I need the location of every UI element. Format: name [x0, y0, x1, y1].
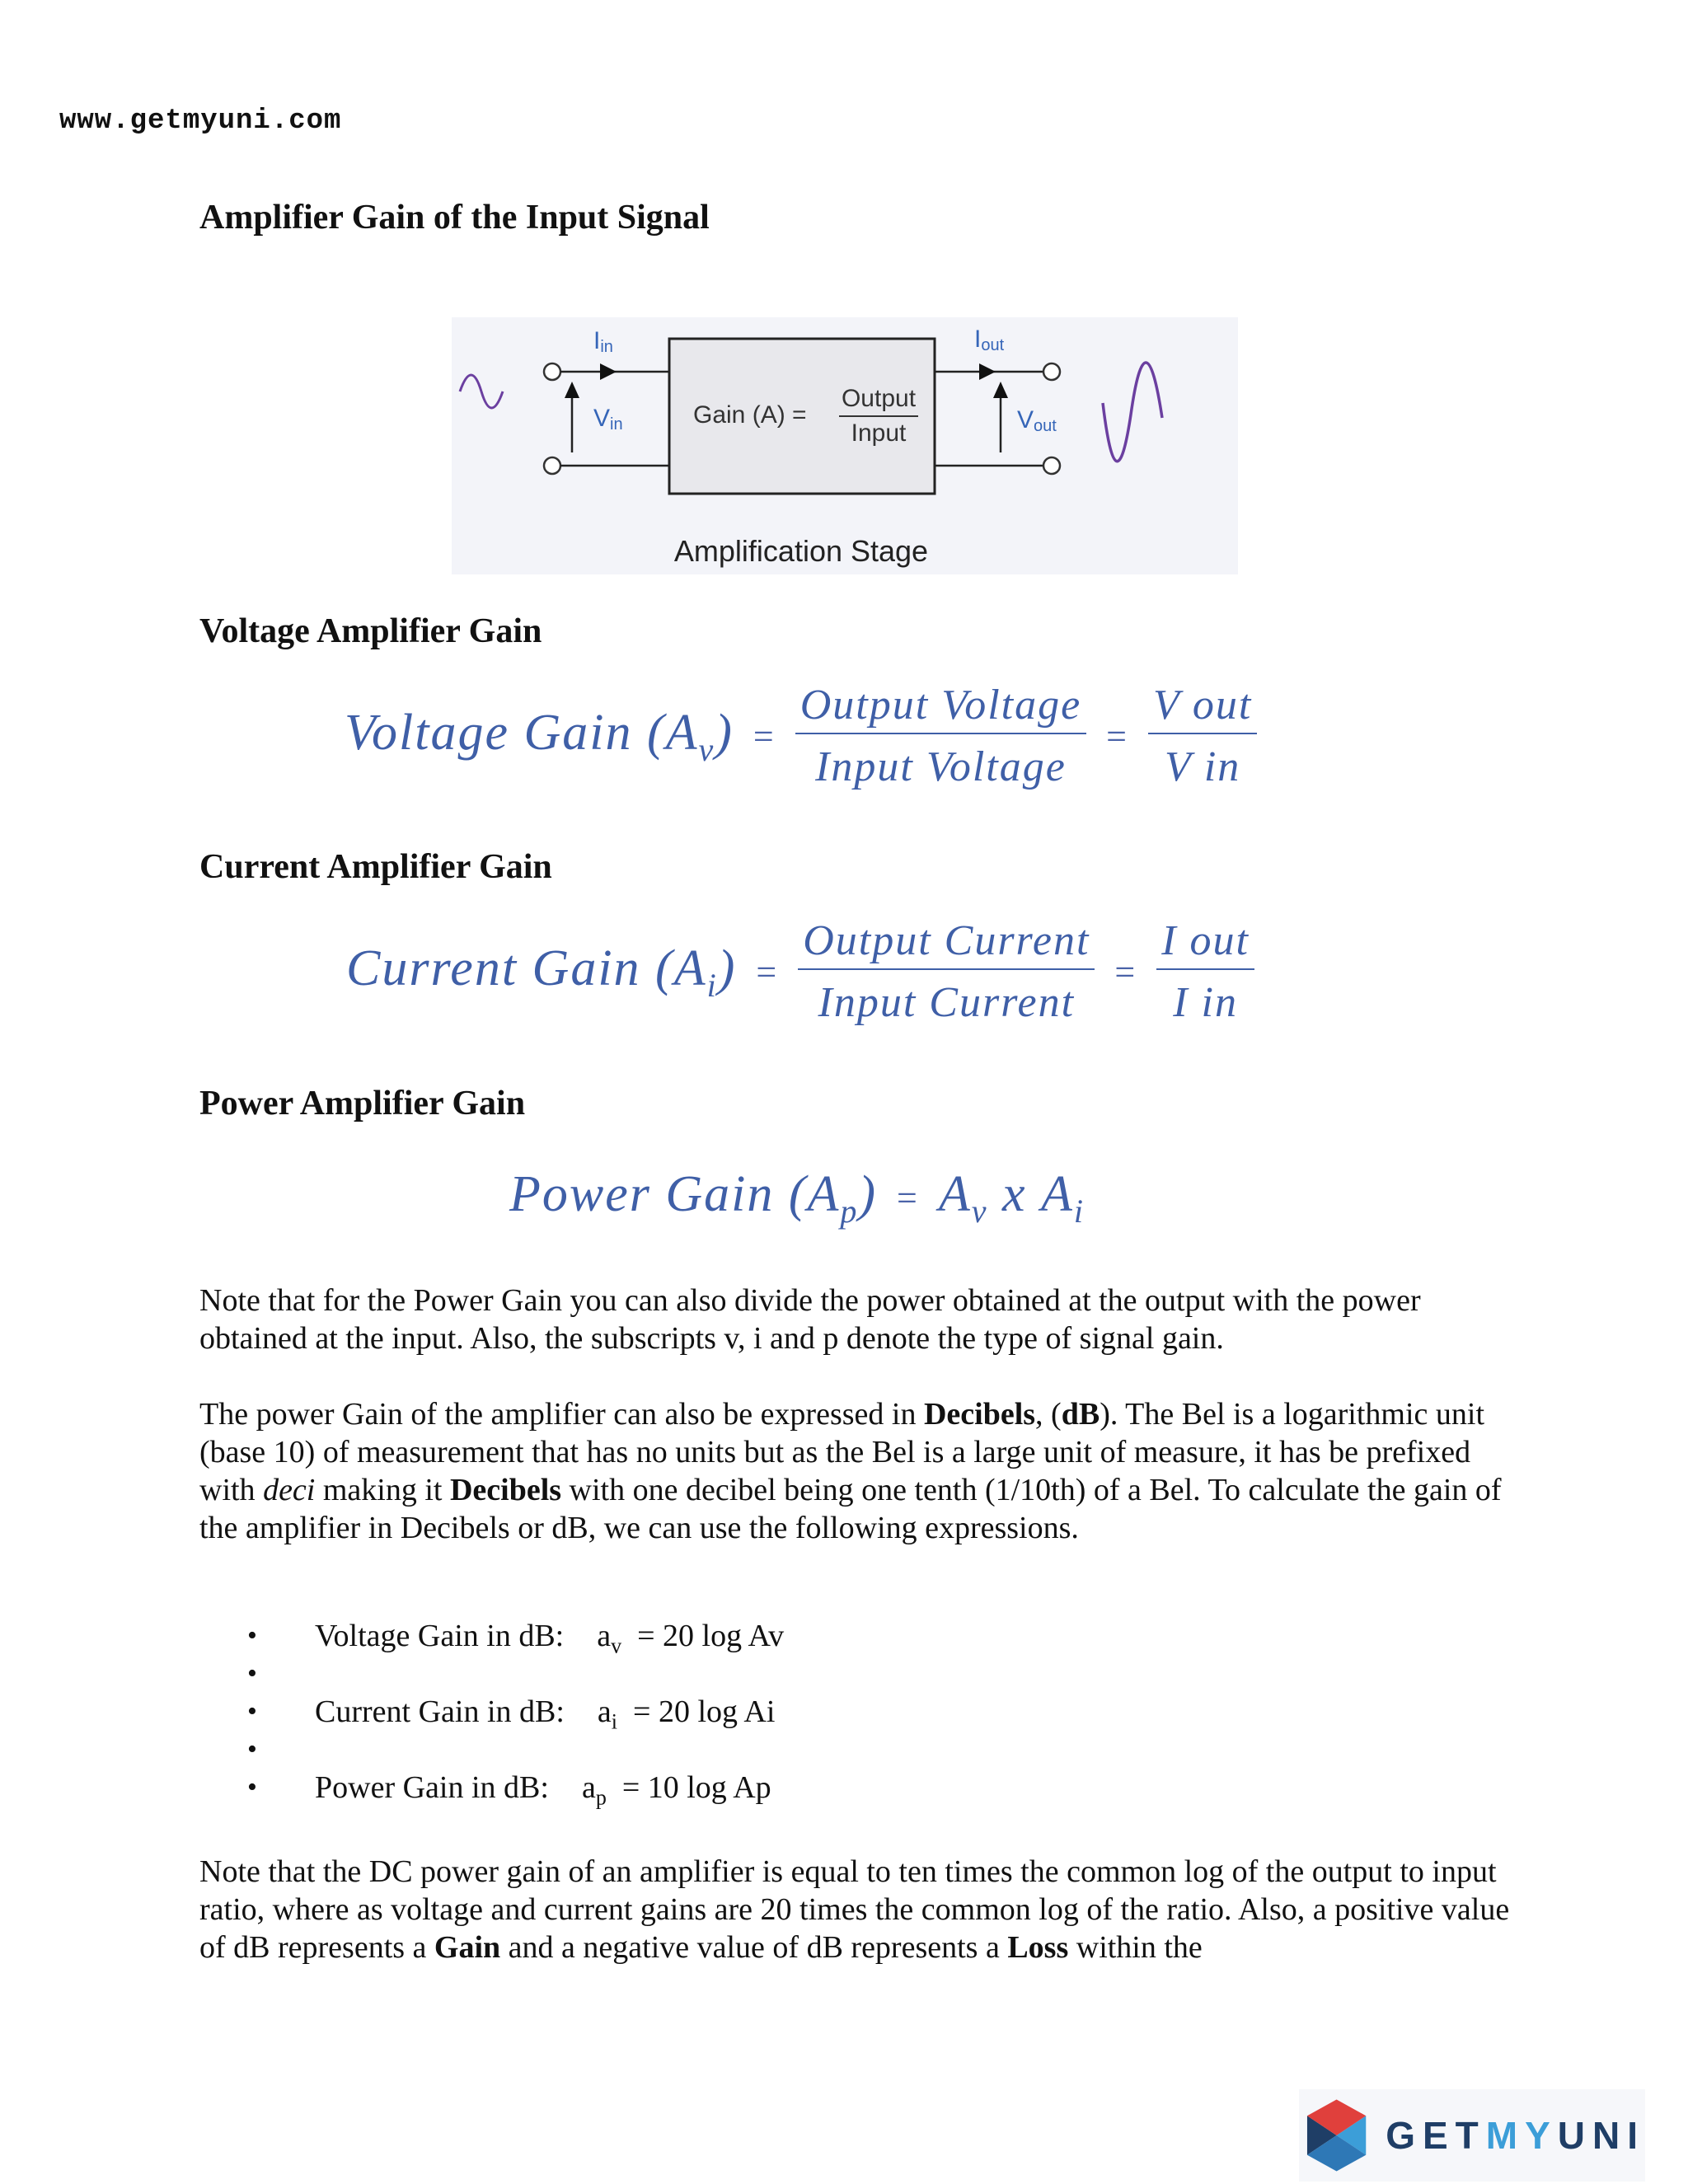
section-heading-power-gain: Power Amplifier Gain	[199, 1085, 526, 1122]
output-terminal-bottom	[1043, 457, 1060, 474]
paragraph-power-gain-note: Note that for the Power Gain you can also divide the power obtained at the output with the power obtained at the input. Also, the subscripts v, i and p denote the type of signal gain.	[199, 1283, 1421, 1356]
input-wave	[460, 375, 503, 408]
list-item	[199, 1731, 1353, 1769]
list-item: • Current Gain in dB: $a_i = 20$ log Ai	[199, 1693, 1353, 1731]
logo-mark-icon	[1304, 2096, 1369, 2175]
getmyuni-logo: GETMYUNI	[1299, 2089, 1645, 2182]
db-expressions-list	[199, 1617, 1353, 1810]
i-out-arrow	[979, 363, 996, 380]
power-gain-formula: Power Gain $(A_p)$ = $A_v$ x $A_i$	[509, 1165, 1085, 1230]
list-item	[199, 1655, 1353, 1693]
list-item: • Voltage Gain in dB: $a_v = 20$ log Av	[199, 1617, 1353, 1655]
v-in-label: Vin	[593, 405, 623, 434]
gain-label: Gain (A) =	[693, 401, 807, 429]
amplification-stage-diagram	[452, 317, 1238, 574]
i-out-label: Iout	[974, 326, 1005, 354]
list-item: • Power Gain in dB: $a_p = 10$ log Ap	[199, 1769, 1353, 1807]
section-heading-current-gain: Current Amplifier Gain	[199, 848, 552, 886]
site-url: www.getmyuni.com	[59, 105, 342, 137]
gain-fraction-numerator: Output	[841, 385, 917, 412]
v-out-label: Vout	[1017, 406, 1057, 435]
paragraph-decibels: The power Gain of the amplifier can also be expressed in Decibels, (dB). The Bel is a logarithmic unit (base 10) of measurement that has no units but as the Bel is a large unit of measure, it has be prefixed with deci making it Decibels with one decibel being one tenth (1/10th) of a Bel. To calculate the gain of the amplifier in Decibels or dB, we can use the following expressions.	[199, 1397, 1502, 1545]
voltage-gain-formula: Voltage Gain $(A_v)$ = $\frac{\text{Output Voltage}}{\text{Input Voltage}}$ = $\frac{\text{V out}}{\text{V in}}$	[345, 678, 1257, 794]
paragraph-dc-power-gain: Note that the DC power gain of an amplifier is equal to ten times the common log of the output to input ratio, where as voltage and current gains are 20 times the common log of the ratio. Also, a positive value of dB represents a Gain and a negative value of dB represents a Loss within the	[199, 1854, 1510, 1965]
i-in-label: Iin	[593, 327, 613, 356]
section-heading-amplifier-gain: Amplifier Gain of the Input Signal	[199, 199, 710, 237]
input-terminal-top	[544, 363, 560, 380]
input-terminal-bottom	[544, 457, 560, 474]
output-wave	[1103, 363, 1162, 462]
gain-fraction-denominator: Input	[851, 419, 907, 447]
current-gain-formula: Current Gain $(A_i)$ = $\frac{\text{Output Current}}{\text{Input Current}}$ = $\frac{\text{I out}}{\text{I in}}$	[346, 914, 1254, 1029]
diagram-caption: Amplification Stage	[673, 534, 929, 568]
section-heading-voltage-gain: Voltage Amplifier Gain	[199, 612, 542, 650]
output-terminal-top	[1043, 363, 1060, 380]
v-out-arrow	[993, 382, 1008, 398]
v-in-arrow	[565, 382, 579, 398]
i-in-arrow	[600, 363, 617, 380]
